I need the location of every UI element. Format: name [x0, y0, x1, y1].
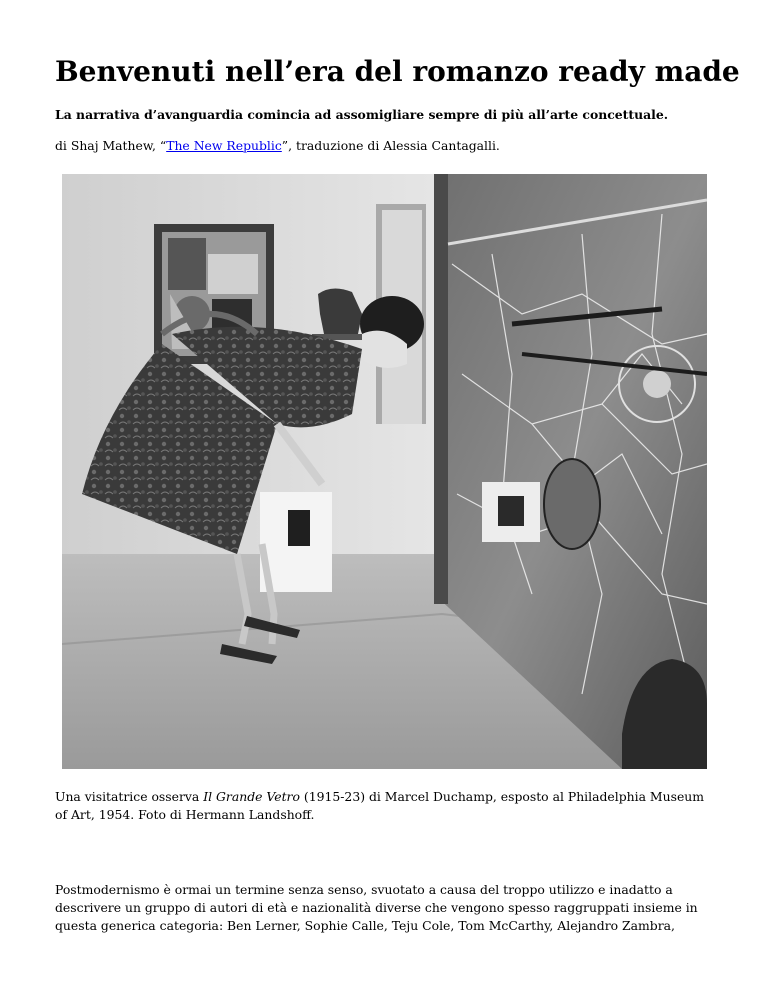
caption-before: Una visitatrice osserva: [55, 789, 204, 804]
museum-photo-icon: [62, 174, 707, 769]
body-paragraph: Postmodernismo è ormai un termine senza senso, svuotato a causa del troppo utilizzo e inadatto a descrivere un gruppo di autori di età e nazionalità diverse che vengono spesso raggruppati insieme in questa generica categoria: Ben Lerner, Sophie Calle, Teju Cole, Tom McCarthy, Alejandro Zambra,: [55, 882, 698, 933]
photo-caption: [55, 788, 715, 824]
caption-artwork-title: Il Grande Vetro: [203, 789, 300, 804]
article-title: Benvenuti nell’era del romanzo ready made: [55, 55, 740, 88]
article-subtitle: La narrativa d’avanguardia comincia ad assomigliare sempre di più all’arte concettuale.: [55, 107, 669, 122]
article-byline: [55, 137, 500, 155]
byline-prefix: di Shaj Mathew, “: [55, 138, 167, 153]
source-link[interactable]: The New Republic: [166, 138, 282, 153]
byline-suffix: ”, traduzione di Alessia Cantagalli.: [281, 138, 500, 153]
article-photo: [62, 174, 707, 769]
caption-after: (1915-23) di Marcel Duchamp, esposto al Philadelphia Museum of Art, 1954. Foto di Hermann Landshoff.: [55, 789, 705, 822]
